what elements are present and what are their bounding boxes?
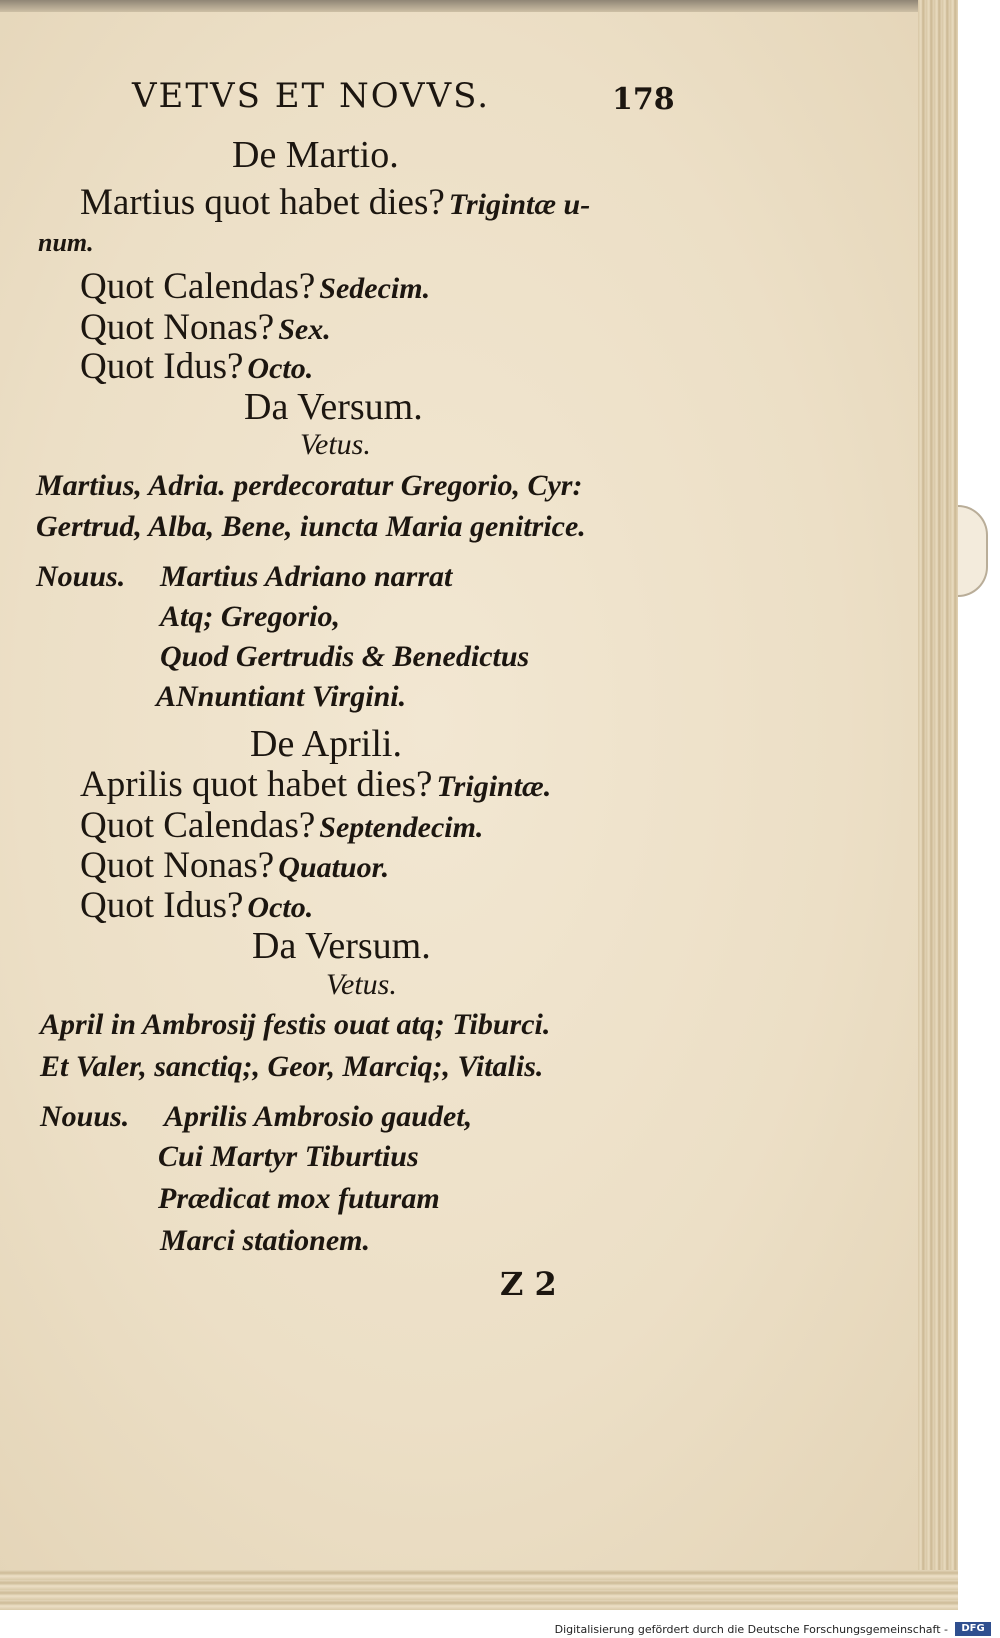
march-q4-text: Quot Idus? <box>80 346 244 387</box>
april-q2-text: Quot Calendas? <box>80 805 316 846</box>
dfg-logo-icon: DFG <box>955 1622 991 1636</box>
april-nouus-line-1: Aprilis Ambrosio gaudet, <box>164 1100 473 1133</box>
march-q3-text: Quot Nonas? <box>80 307 275 348</box>
april-question-nonas <box>80 844 389 887</box>
april-q1-text: Aprilis quot habet dies? <box>80 764 433 805</box>
april-nouus-line-3: Prædicat mox futuram <box>158 1182 440 1215</box>
digitization-credit: Digitalisierung gefördert durch die Deutsche Forschungsgemeinschaft - <box>554 1623 948 1636</box>
april-vetus-line-1: April in Ambrosij festis ouat atq; Tiburci. <box>40 1008 551 1041</box>
page-number: 178 <box>612 82 675 117</box>
april-question-idus <box>80 884 313 927</box>
march-nouus-label: Nouus. <box>36 560 126 593</box>
signature-mark: Z 2 <box>500 1265 557 1303</box>
running-head: VETVS ET NOVVS. <box>132 76 491 116</box>
march-q1-answer-continued: num. <box>38 228 94 257</box>
page-fore-edge <box>918 0 958 1610</box>
march-q1-text: Martius quot habet dies? <box>80 182 445 223</box>
march-question-days <box>80 181 590 224</box>
april-question-calendas <box>80 804 483 847</box>
march-vetus-label: Vetus. <box>300 428 371 461</box>
april-vetus-label: Vetus. <box>326 968 397 1001</box>
april-nouus-label: Nouus. <box>40 1100 130 1133</box>
april-q4-text: Quot Idus? <box>80 885 244 926</box>
april-nouus-line-4: Marci stationem. <box>160 1224 371 1257</box>
march-nouus-line-1: Martius Adriano narrat <box>160 560 453 593</box>
page-top-edge <box>0 0 958 12</box>
april-q1-answer: Trigintæ. <box>436 770 552 803</box>
april-q3-text: Quot Nonas? <box>80 845 275 886</box>
march-q3-answer: Sex. <box>278 313 331 346</box>
march-vetus-line-2: Gertrud, Alba, Bene, iuncta Maria genitrice. <box>36 510 586 543</box>
march-nouus-line-4: ANnuntiant Virgini. <box>156 680 407 713</box>
march-nouus-line-3: Quod Gertrudis & Benedictus <box>160 640 530 673</box>
april-q4-answer: Octo. <box>247 891 314 924</box>
april-q2-answer: Septendecim. <box>319 811 484 844</box>
march-vetus-line-1: Martius, Adria. perdecoratur Gregorio, Cyr: <box>36 469 583 502</box>
april-vetus-line-2: Et Valer, sanctiq;, Geor, Marciq;, Vitalis. <box>40 1050 544 1083</box>
march-heading: De Martio. <box>232 134 399 176</box>
march-verse-heading: Da Versum. <box>244 386 423 428</box>
april-question-days <box>80 763 551 806</box>
march-q4-answer: Octo. <box>247 352 314 385</box>
march-question-nonas <box>80 306 331 349</box>
march-q2-answer: Sedecim. <box>319 272 431 305</box>
march-question-idus <box>80 345 313 388</box>
page-bottom-edge <box>0 1570 958 1610</box>
show-through-shadow <box>630 300 930 500</box>
march-q1-answer: Trigintæ u- <box>448 188 591 221</box>
march-nouus-line-2: Atq; Gregorio, <box>160 600 340 633</box>
april-q3-answer: Quatuor. <box>278 851 390 884</box>
april-verse-heading: Da Versum. <box>252 925 431 967</box>
page-tab-marker <box>958 505 988 597</box>
april-nouus-line-2: Cui Martyr Tiburtius <box>158 1140 419 1173</box>
march-question-calendas <box>80 265 430 308</box>
april-heading: De Aprili. <box>250 723 402 765</box>
march-q2-text: Quot Calendas? <box>80 266 316 307</box>
